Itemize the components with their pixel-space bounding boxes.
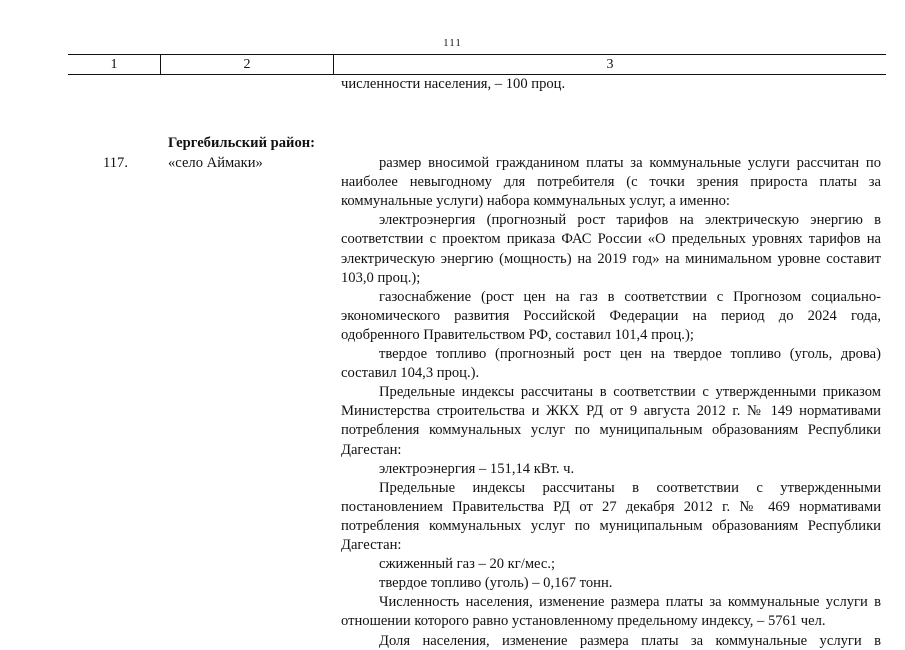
column-header-row	[68, 54, 886, 75]
column-header-2: 2	[161, 55, 334, 74]
body-text-line: наиболее невыгодному для потребителя (с точки зрения прироста платы за	[341, 174, 881, 191]
entry-number: 117.	[103, 155, 128, 171]
body-text-line: газоснабжение (рост цен на газ в соответствии с Прогнозом социально-	[379, 288, 881, 305]
column-header-1: 1	[68, 55, 161, 74]
body-text-line: Дагестан:	[341, 441, 402, 458]
body-text-line: потребления коммунальных услуг по муниципальным образованиям Республики	[341, 517, 881, 534]
body-text-line: электроэнергия – 151,14 кВт. ч.	[379, 460, 575, 477]
body-text-line: коммунальные услуги) набора коммунальных услуг, а именно:	[341, 193, 730, 210]
body-text-line: Предельные индексы рассчитаны в соответствии с утвержденными	[379, 479, 881, 496]
body-text-line: Доля населения, изменение размера платы за коммунальные услуги в	[379, 632, 881, 649]
page-number: 111	[443, 37, 462, 49]
body-text-line: экономического развития Российской Федерации на период до 2024 года,	[341, 307, 881, 324]
continuation-line: численности населения, – 100 проц.	[341, 76, 566, 92]
body-text-line: Дагестан:	[341, 537, 402, 553]
district-heading: Гергебильский район:	[168, 135, 316, 151]
body-text-line: Предельные индексы рассчитаны в соответствии с утвержденными приказом	[379, 384, 881, 401]
column-header-3: 3	[606, 56, 614, 72]
body-text-line: размер вносимой гражданином платы за коммунальные услуги рассчитан по	[379, 155, 881, 171]
body-text-line: составил 104,3 проц.).	[341, 365, 480, 382]
entry-locality-name: «село Аймаки»	[168, 155, 263, 171]
body-text-line: соответствии с проектом приказа ФАС России «О предельных уровнях тарифов на	[341, 231, 881, 248]
body-text-line: постановлением Правительства РД от 27 декабря 2012 г. № 469 нормативами	[341, 498, 881, 515]
body-text-line: твердое топливо (прогнозный рост цен на твердое топливо (уголь, дрова)	[379, 346, 881, 362]
body-text-line: отношении которого равно установленному предельному индексу, – 5761 чел.	[341, 613, 826, 630]
body-text-line: Численность населения, изменение размера платы за коммунальные услуги в	[379, 594, 881, 611]
body-text-line: электрическую энергию (мощность) на 2019 год» на минимальном уровне составит	[341, 250, 881, 267]
body-text-line: одобренного Правительством РФ, составил 101,4 проц.);	[341, 326, 694, 343]
body-text-line: 103,0 проц.);	[341, 269, 421, 286]
body-text-line: сжиженный газ – 20 кг/мес.;	[379, 556, 556, 573]
body-text-line: потребления коммунальных услуг по муниципальным образованиям Республики	[341, 422, 881, 439]
body-text-line: твердое топливо (уголь) – 0,167 тонн.	[379, 575, 613, 592]
body-text-line: электроэнергия (прогнозный рост тарифов на электрическую энергию в	[379, 212, 881, 229]
body-text-line: Министерства строительства и ЖКХ РД от 9 августа 2012 г. № 149 нормативами	[341, 403, 881, 420]
